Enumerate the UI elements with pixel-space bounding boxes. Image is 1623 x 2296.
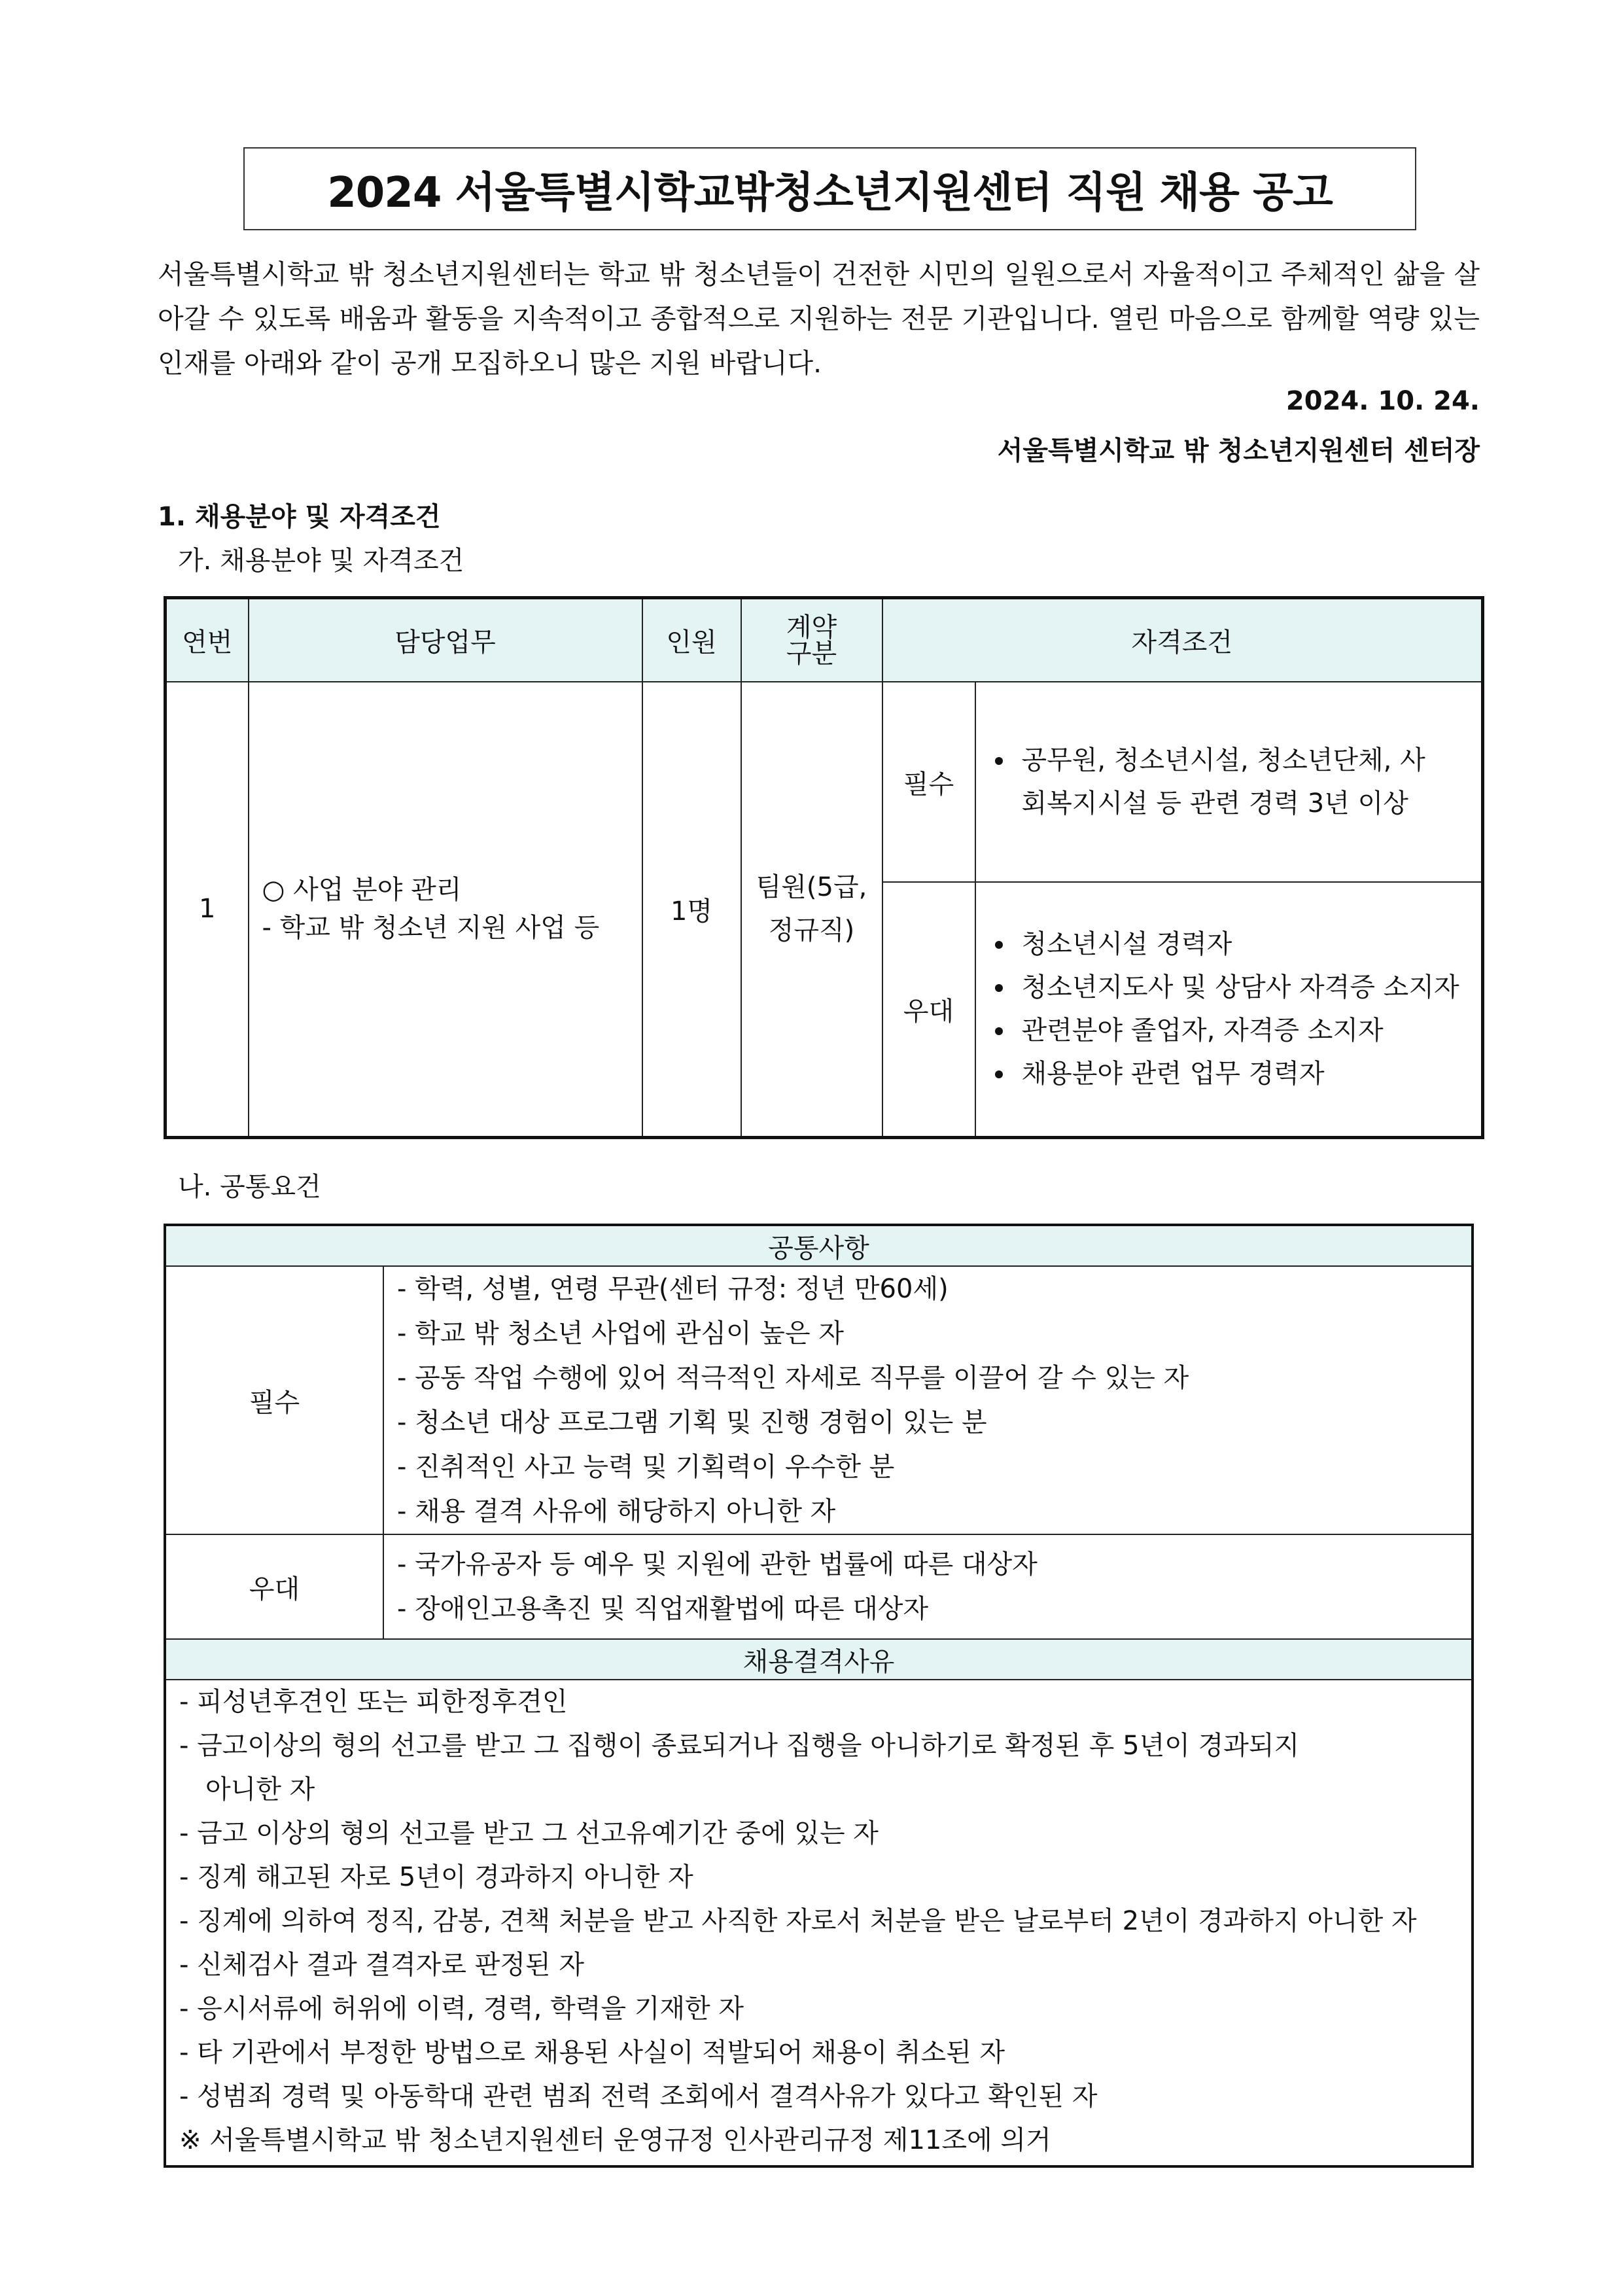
list-item: - 청소년 대상 프로그램 기획 및 진행 경험이 있는 분 [397,1407,987,1438]
duty-sub: - 학교 밖 청소년 지원 사업 등 [262,913,600,944]
duty-main: ○ 사업 분야 관리 [262,875,462,906]
subsection-b: 나. 공통요건 [178,1172,321,1202]
common-required-list [383,1266,1473,1534]
list-item: - 피성년후견인 또는 피한정후견인 [179,1687,568,1717]
signature: 서울특별시학교 밖 청소년지원센터 센터장 [997,436,1480,466]
notice-date: 2024. 10. 24. [1285,386,1480,416]
common-requirements-table [164,1224,1474,2168]
list-item: - 장애인고용촉진 및 직업재활법에 따른 대상자 [397,1594,929,1624]
required-list [975,682,1483,882]
list-item: • 공무원, 청소년시설, 청소년단체, 사회복지시설 등 관련 경력 3년 이상 [1015,739,1442,825]
row-contract [741,682,882,1137]
list-item: - 성범죄 경력 및 아동학대 관련 범죄 전력 조회에서 결격사유가 있다고 확인된 자 [179,2081,1098,2111]
common-header: 공통사항 [165,1225,1473,1266]
list-item: - 공동 작업 수행에 있어 적극적인 자세로 직무를 이끌어 갈 수 있는 자 [397,1363,1189,1393]
list-item: - 학교 밖 청소년 사업에 관심이 높은 자 [397,1318,845,1349]
list-item: - 타 기관에서 부정한 방법으로 채용된 사실이 적발되어 채용이 취소된 자 [179,2038,1005,2068]
required-label: 필수 [882,682,975,882]
contract-line-1: 팀원(5급, [756,872,867,903]
list-item: - 징계 해고된 자로 5년이 경과하지 아니한 자 [179,1862,693,1892]
row-count: 1명 [642,682,741,1137]
header-count: 인원 [642,598,741,682]
list-item: • 청소년시설 경력자 [1015,923,1482,966]
header-no: 연번 [166,598,249,682]
list-item: - 금고이상의 형의 선고를 받고 그 집행이 종료되거나 집행을 아니하기로 확정된 후 5년이 경과되지 [179,1731,1300,1761]
header-contract: 계약 구분 [741,598,882,682]
list-item: - 징계에 의하여 정직, 감봉, 견책 처분을 받고 사직한 자로서 처분을 받은 날로부터 2년이 경과하지 아니한 자 [179,1906,1417,1936]
page-title: 2024 서울특별시학교밖청소년지원센터 직원 채용 공고 [243,147,1416,230]
list-item: - 학력, 성별, 연령 무관(센터 규정: 정년 만60세) [397,1274,949,1304]
contract-line-2: 정규직) [768,915,855,946]
header-duty: 담당업무 [249,598,642,682]
list-item: - 신체검사 결과 결격자로 판정된 자 [179,1950,584,1980]
list-item: - 응시서류에 허위에 이력, 경력, 학력을 기재한 자 [179,1994,744,2024]
list-item: - 진취적인 사고 능력 및 기획력이 우수한 분 [397,1452,895,1482]
preferred-label: 우대 [882,882,975,1137]
row-no: 1 [166,682,249,1137]
list-item: • 관련분야 졸업자, 자격증 소지자 [1015,1009,1482,1052]
list-item: • 채용분야 관련 업무 경력자 [1015,1052,1482,1095]
list-item: - 채용 결격 사유에 해당하지 아니한 자 [397,1496,836,1527]
section-heading: 1. 채용분야 및 자격조건 [158,502,441,532]
common-preferred-label: 우대 [165,1534,383,1639]
common-required-label: 필수 [165,1266,383,1534]
list-item: - 국가유공자 등 예우 및 지원에 관한 법률에 따른 대상자 [397,1549,1038,1580]
list-item: - 금고 이상의 형의 선고를 받고 그 선고유예기간 중에 있는 자 [179,1818,879,1848]
disqualification-list [165,1680,1473,2166]
row-duty [249,682,642,1137]
preferred-list [975,882,1483,1137]
table-row [166,682,1483,882]
regulation-note: ※ 서울특별시학교 밖 청소년지원센터 운영규정 인사관리규정 제11조에 의거 [179,2125,1051,2155]
list-item: 아니한 자 [205,1775,315,1805]
recruitment-table [164,596,1484,1139]
list-item: • 청소년지도사 및 상담사 자격증 소지자 [1015,966,1482,1009]
intro-paragraph: 서울특별시학교 밖 청소년지원센터는 학교 밖 청소년들이 건전한 시민의 일원으로서 자율적이고 주체적인 삶을 살아갈 수 있도록 배움과 활동을 지속적이고 종합적으로 지원하는 전문 기관입니다. 열린 마음으로 함께할 역량 있는 인재를 아래와 같이 공개 모집하오니 많은 지원 바랍니다. [158,258,1480,379]
disqualification-header: 채용결격사유 [165,1639,1473,1680]
table-header-row [166,598,1483,682]
header-qualification: 자격조건 [882,598,1483,682]
common-preferred-list [383,1534,1473,1639]
subsection-a: 가. 채용분야 및 자격조건 [178,546,464,576]
